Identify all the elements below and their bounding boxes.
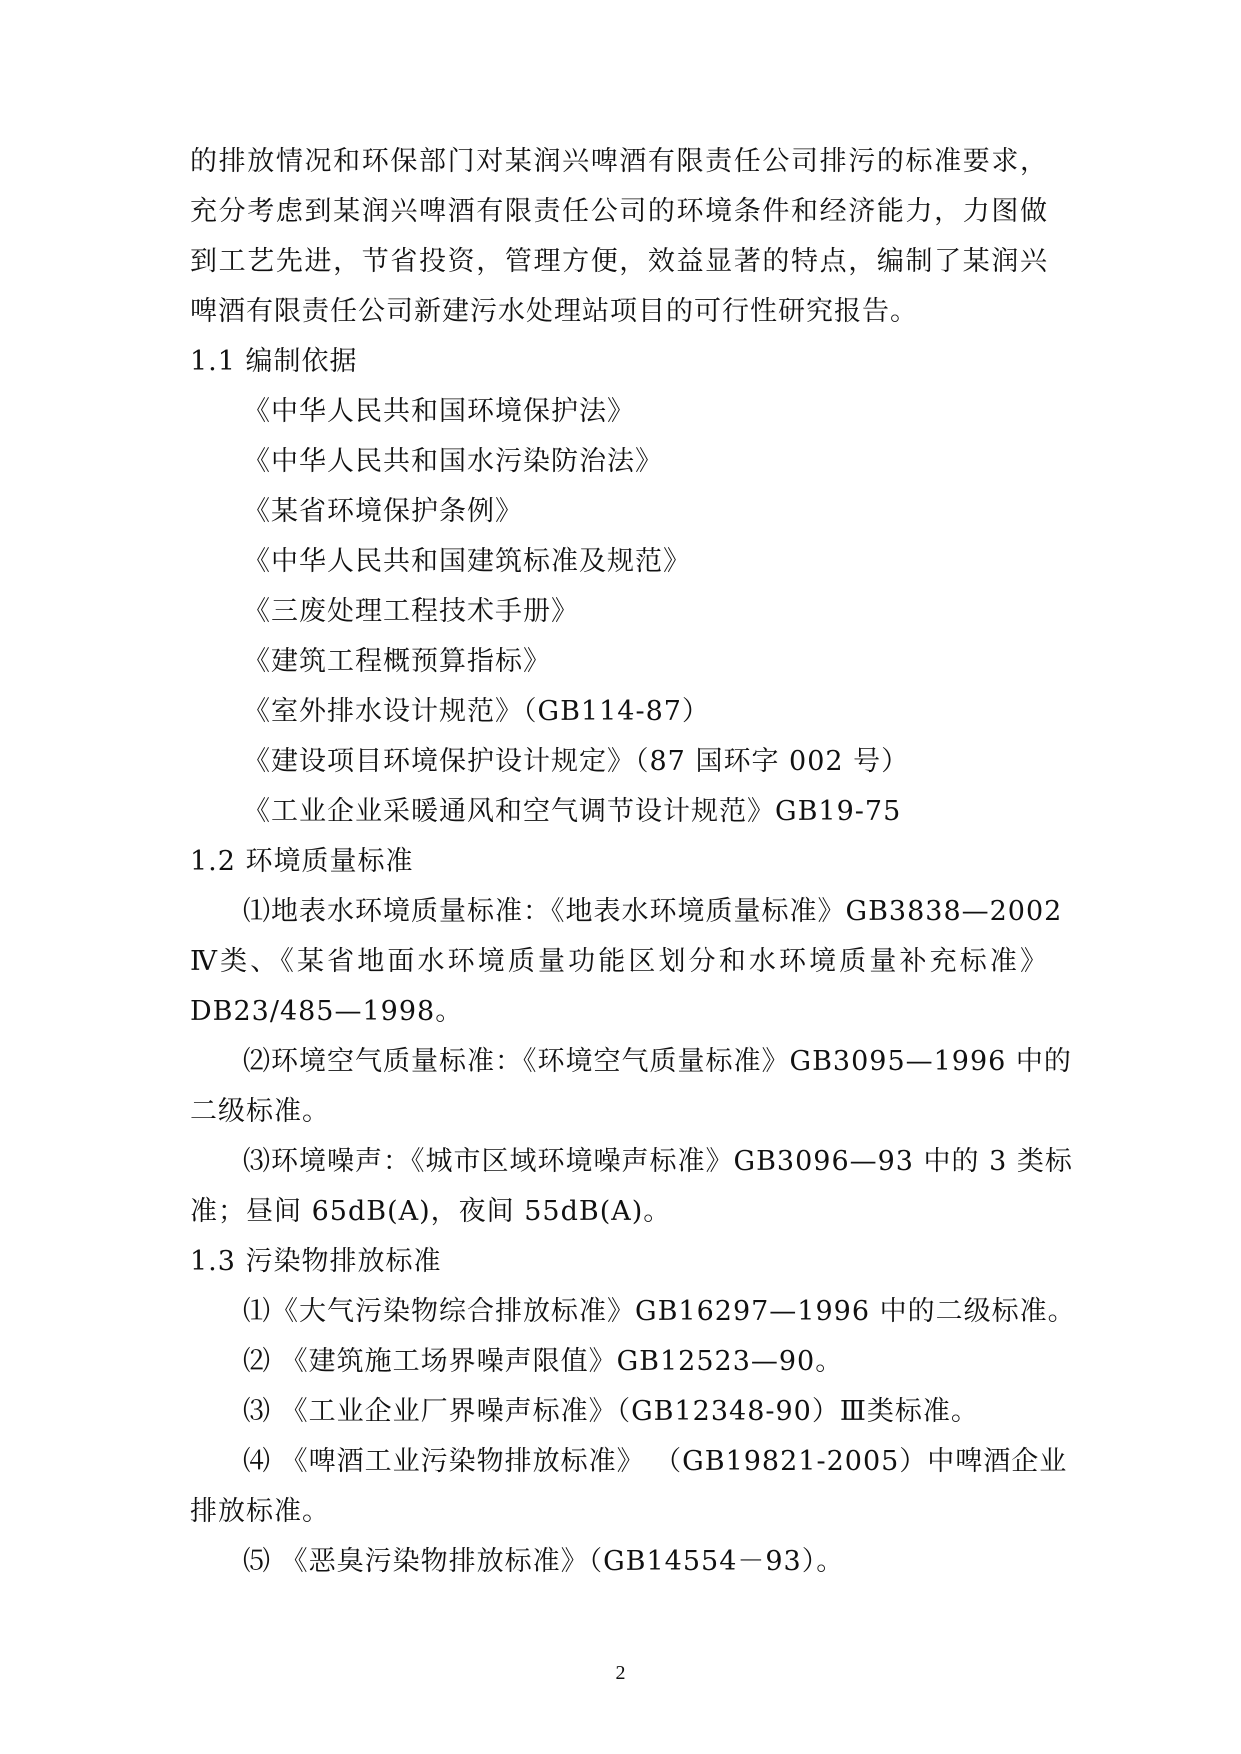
beer-emission-standard-line-1: ⑷ 《啤酒工业污染物排放标准》 （GB19821-2005）中啤酒企业: [243, 1446, 1068, 1477]
intro-line-1: 的排放情况和环保部门对某润兴啤酒有限责任公司排污的标准要求，: [190, 146, 1048, 177]
beer-emission-standard-line-2: 排放标准。: [190, 1496, 330, 1527]
air-quality-standard-line-1: ⑵环境空气质量标准：《环境空气质量标准》GB3095—1996 中的: [243, 1046, 1072, 1077]
surface-water-standard-line-2: Ⅳ类、《某省地面水环境质量功能区划分和水环境质量补充标准》: [190, 946, 1048, 977]
section-1-3-heading: 1.3 污染物排放标准: [190, 1246, 442, 1277]
reference-item: 《中华人民共和国水污染防治法》: [243, 446, 663, 477]
emission-standard-item: ⑶ 《工业企业厂界噪声标准》（GB12348-90）Ⅲ类标准。: [243, 1396, 979, 1427]
reference-item: 《三废处理工程技术手册》: [243, 596, 579, 627]
reference-item: 《工业企业采暖通风和空气调节设计规范》GB19-75: [243, 796, 902, 827]
section-1-1-heading: 1.1 编制依据: [190, 346, 358, 377]
emission-standard-item: ⑵ 《建筑施工场界噪声限值》GB12523—90。: [243, 1346, 844, 1377]
noise-standard-line-2: 准；昼间 65dB(A)，夜间 55dB(A)。: [190, 1196, 672, 1227]
noise-standard-line-1: ⑶环境噪声：《城市区域环境噪声标准》GB3096—93 中的 3 类标: [243, 1146, 1073, 1177]
reference-item: 《某省环境保护条例》: [243, 496, 523, 527]
reference-item: 《中华人民共和国建筑标准及规范》: [243, 546, 691, 577]
intro-line-2: 充分考虑到某润兴啤酒有限责任公司的环境条件和经济能力，力图做: [190, 196, 1048, 227]
intro-line-4: 啤酒有限责任公司新建污水处理站项目的可行性研究报告。: [190, 296, 918, 327]
section-1-2-heading: 1.2 环境质量标准: [190, 846, 414, 877]
reference-item: 《建设项目环境保护设计规定》（87 国环字 002 号）: [243, 746, 910, 777]
page-number: 2: [615, 1662, 626, 1684]
reference-item: 《室外排水设计规范》（GB114-87）: [243, 696, 710, 727]
reference-item: 《中华人民共和国环境保护法》: [243, 396, 635, 427]
air-quality-standard-line-2: 二级标准。: [190, 1096, 330, 1127]
reference-item: 《建筑工程概预算指标》: [243, 646, 551, 677]
surface-water-standard-line-3: DB23/485—1998。: [190, 996, 464, 1027]
emission-standard-item: ⑴《大气污染物综合排放标准》GB16297—1996 中的二级标准。: [243, 1296, 1076, 1327]
intro-line-3: 到工艺先进，节省投资，管理方便，效益显著的特点，编制了某润兴: [190, 246, 1048, 277]
emission-standard-item: ⑸ 《恶臭污染物排放标准》（GB14554－93）。: [243, 1546, 845, 1577]
surface-water-standard-line-1: ⑴地表水环境质量标准：《地表水环境质量标准》GB3838—2002: [243, 896, 1063, 927]
